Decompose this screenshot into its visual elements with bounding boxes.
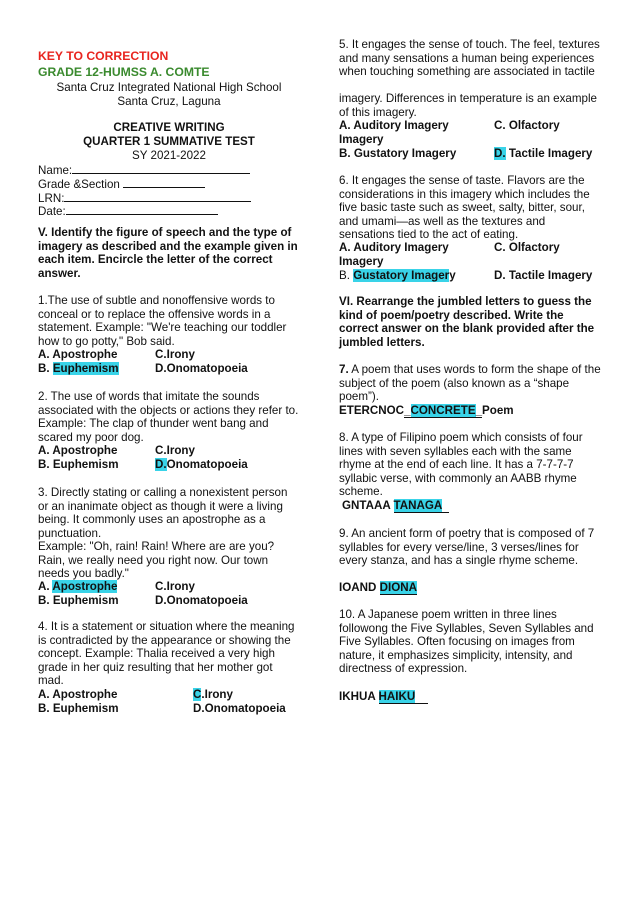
date-label: Date:	[38, 205, 66, 218]
q6-option-b: B. Gustatory Imagery	[339, 269, 456, 282]
lrn-label: LRN:	[38, 192, 65, 205]
q9-answer-highlight: DIONA	[379, 581, 417, 594]
q7-answer-line: ETERCNOC_CONCRETE_Poem	[339, 404, 514, 417]
q6-option-c: C. Olfactory	[494, 241, 560, 254]
q1-option-a: A. Apostrophe	[38, 348, 118, 361]
date-blank	[66, 203, 218, 215]
subject-title: CREATIVE WRITING	[113, 121, 225, 134]
date-field	[38, 203, 218, 219]
section-vi-instructions: VI. Rearrange the jumbled letters to guess the kind of poem/poetry described. Write the correct answer on the blank provided after the jumbled letters.	[339, 295, 595, 349]
q3-answer-highlight: Apostrophe	[52, 580, 118, 593]
section-v-instructions: V. Identify the figure of speech and the type of imagery as described and the example given in each item. Encircle the letter of the correct answer.	[38, 226, 298, 280]
question-8-text: 8. A type of Filipino poem which consists of four lines with seven syllables each with the same rhyme at the end of each line. It has a 7-7-7-7 syllabic verse, with commonly an AABB rhyme scheme.	[339, 431, 583, 499]
q4-option-b: B. Euphemism	[38, 702, 119, 715]
q10-answer-highlight: HAIKU	[378, 690, 416, 703]
q2-option-b: B. Euphemism	[38, 458, 119, 471]
q5-option-a: A. Auditory Imagery	[339, 119, 449, 132]
q6-answer-highlight: Gustatory Imager	[353, 269, 450, 282]
q2-option-c: C.Irony	[155, 444, 195, 457]
q6-option-a: A. Auditory Imagery	[339, 241, 449, 254]
grade-section-blank	[123, 176, 205, 188]
q10-jumbled: IKHUA	[339, 690, 376, 703]
question-1-text: 1.The use of subtle and nonoffensive words to conceal or to replace the offensive words in a statement. Example: "We're teaching our toddler how to go potty," Bob said.	[38, 294, 287, 348]
question-2-text: 2. The use of words that imitate the sounds associated with the objects or actions they refer to. Example: The clap of thunder went bang and scared my poor dog.	[38, 390, 299, 444]
q4-option-a: A. Apostrophe	[38, 688, 118, 701]
school-address: Santa Cruz, Laguna	[117, 95, 221, 108]
q1-answer-highlight: Euphemism	[52, 362, 119, 375]
q8-answer-line	[342, 499, 449, 513]
q4-option-d: D.Onomatopoeia	[193, 702, 286, 715]
q5-answer-highlight: D.	[494, 147, 506, 160]
question-4-text: 4. It is a statement or situation where the meaning is contradicted by the appearance or showing the concept. Example: Thalia received a very high grade in her quiz resulting that her mother got mad.	[38, 620, 295, 688]
q5-option-d: D. Tactile Imagery	[494, 147, 593, 160]
q3-option-a: A. Apostrophe	[38, 580, 118, 593]
q1-option-c: C.Irony	[155, 348, 195, 361]
grade-section-title: GRADE 12-HUMSS A. COMTE	[38, 65, 210, 79]
q6-option-a-cont: Imagery	[339, 255, 384, 268]
question-3-example: Example: "Oh, rain! Rain! Where are are you? Rain, we really need you right now. Our town needs you badly."	[38, 540, 275, 581]
q1-option-b: B. Euphemism	[38, 362, 119, 375]
q4-answer-highlight: C	[193, 688, 202, 701]
question-3-text: 3. Directly stating or calling a nonexistent person or an inanimate object as though it were a living being. It commonly uses an apostrophe as a punctuation.	[38, 486, 288, 540]
key-to-correction: KEY TO CORRECTION	[38, 49, 169, 63]
lrn-blank	[64, 190, 251, 202]
name-blank	[72, 162, 250, 174]
question-5-text: 5. It engages the sense of touch. The feel, textures and many sensations a human being experiences when touching something are associated in tactile	[339, 38, 600, 79]
q5-option-a-cont: Imagery	[339, 133, 384, 146]
school-year: SY 2021-2022	[132, 149, 206, 162]
q9-jumbled: IOAND	[339, 581, 377, 594]
q3-option-c: C.Irony	[155, 580, 195, 593]
q2-option-a: A. Apostrophe	[38, 444, 118, 457]
question-9-text: 9. An ancient form of poetry that is composed of 7 syllables for every verse/line, 3 verses/lines for every stanza, and has a single rhyme scheme.	[339, 527, 595, 568]
q4-option-c: C.Irony	[193, 688, 233, 701]
q5-option-b: B. Gustatory Imagery	[339, 147, 457, 160]
q9-answer-line	[339, 581, 417, 595]
q8-jumbled: GNTAAA	[342, 499, 391, 512]
question-10-text: 10. A Japanese poem written in three lines followong the Five Syllables, Seven Syllables and Five Syllables. Often focusing on images from nature, it emphasizes simplicity, intensity, and directness of expression.	[339, 608, 594, 676]
question-6-text: 6. It engages the sense of taste. Flavors are the considerations in this imagery which includes the five basic taste such as sweet, salty, bitter, sour, and umami—as well as the textures and sensations tied to the act of eating.	[339, 174, 590, 242]
test-title: QUARTER 1 SUMMATIVE TEST	[83, 135, 255, 148]
q7-jumbled: ETERCNOC	[339, 404, 405, 417]
q3-option-d: D.Onomatopoeia	[155, 594, 248, 607]
q2-answer-highlight: D.	[155, 458, 167, 471]
grade-section-label: Grade &Section	[38, 178, 120, 191]
q7-answer-highlight: CONCRETE	[410, 404, 476, 417]
q6-option-d: D. Tactile Imagery	[494, 269, 593, 282]
question-5-text-cont: imagery. Differences in temperature is an example of this imagery.	[339, 92, 597, 119]
question-7-text: 7. A poem that uses words to form the shape of the subject of the poem (also known as a “shape poem”).	[339, 363, 601, 404]
q10-answer-line	[339, 690, 428, 704]
q8-answer-highlight: TANAGA	[393, 499, 443, 512]
q3-option-b: B. Euphemism	[38, 594, 119, 607]
q1-option-d: D.Onomatopoeia	[155, 362, 248, 375]
name-label: Name:	[38, 164, 73, 177]
school-name: Santa Cruz Integrated National High School	[56, 81, 282, 94]
q2-option-d: D.Onomatopoeia	[155, 458, 248, 471]
q5-option-c: C. Olfactory	[494, 119, 560, 132]
